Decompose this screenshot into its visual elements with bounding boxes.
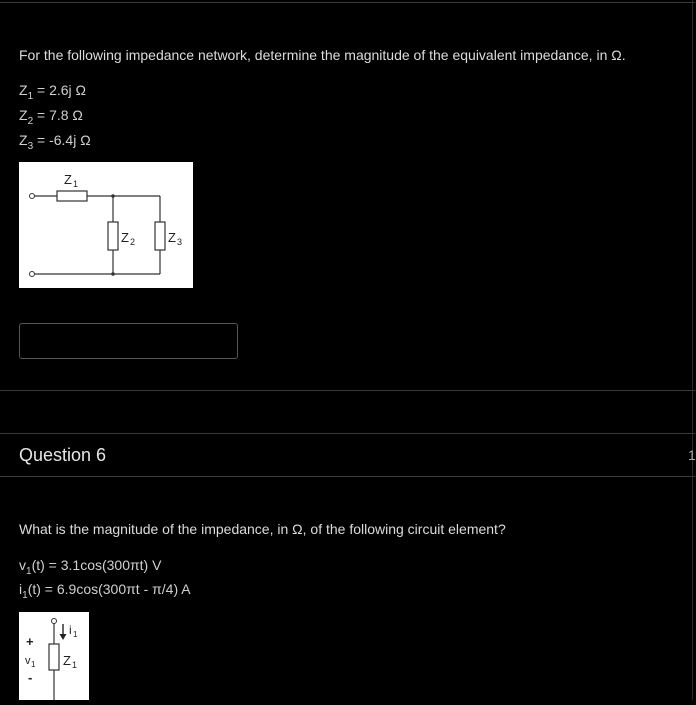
question-points-label: 1 <box>688 447 696 463</box>
svg-text:-: - <box>28 670 33 685</box>
given-z3: $Z_3 = -6.4j$ Ω <box>19 132 91 152</box>
svg-text:Z: Z <box>121 230 129 245</box>
circuit-element-diagram <box>19 612 89 700</box>
svg-text:2: 2 <box>130 237 136 247</box>
svg-text:1: 1 <box>73 630 78 639</box>
question-6-title: Question 6 <box>19 445 107 465</box>
given-i1: $i_1(t) = 6.9\cos(300\pi t - \pi/4)$ A <box>19 581 191 601</box>
svg-text:i: i <box>69 623 72 637</box>
impedance-network-diagram <box>19 162 193 288</box>
svg-text:3: 3 <box>177 237 183 247</box>
right-edge-border <box>692 0 693 700</box>
question-6-header-bottom-border <box>0 476 695 477</box>
given-z1: $Z_1 = 2.6j$ Ω <box>19 82 87 102</box>
svg-text:1: 1 <box>72 660 78 670</box>
question-5-prompt: For the following impedance network, determine the magnitude of the equivalent impedance, in Ω. <box>19 47 626 63</box>
given-z2: $Z_2 = 7.8$ Ω <box>19 107 83 127</box>
svg-text:v: v <box>25 655 31 667</box>
svg-text:1: 1 <box>31 660 36 669</box>
question-6-prompt: What is the magnitude of the impedance, in Ω, of the following circuit element? <box>19 521 506 537</box>
svg-text:Z: Z <box>168 230 176 245</box>
given-v1: $v_1(t) = 3.1\cos(300\pi t)$ V <box>19 557 162 577</box>
answer-input[interactable] <box>19 323 238 359</box>
svg-text:1: 1 <box>73 179 79 189</box>
svg-text:Z: Z <box>64 172 72 187</box>
svg-text:Z: Z <box>63 653 71 668</box>
top-divider <box>0 2 695 3</box>
section-divider <box>0 390 695 391</box>
svg-text:+: + <box>26 634 34 649</box>
